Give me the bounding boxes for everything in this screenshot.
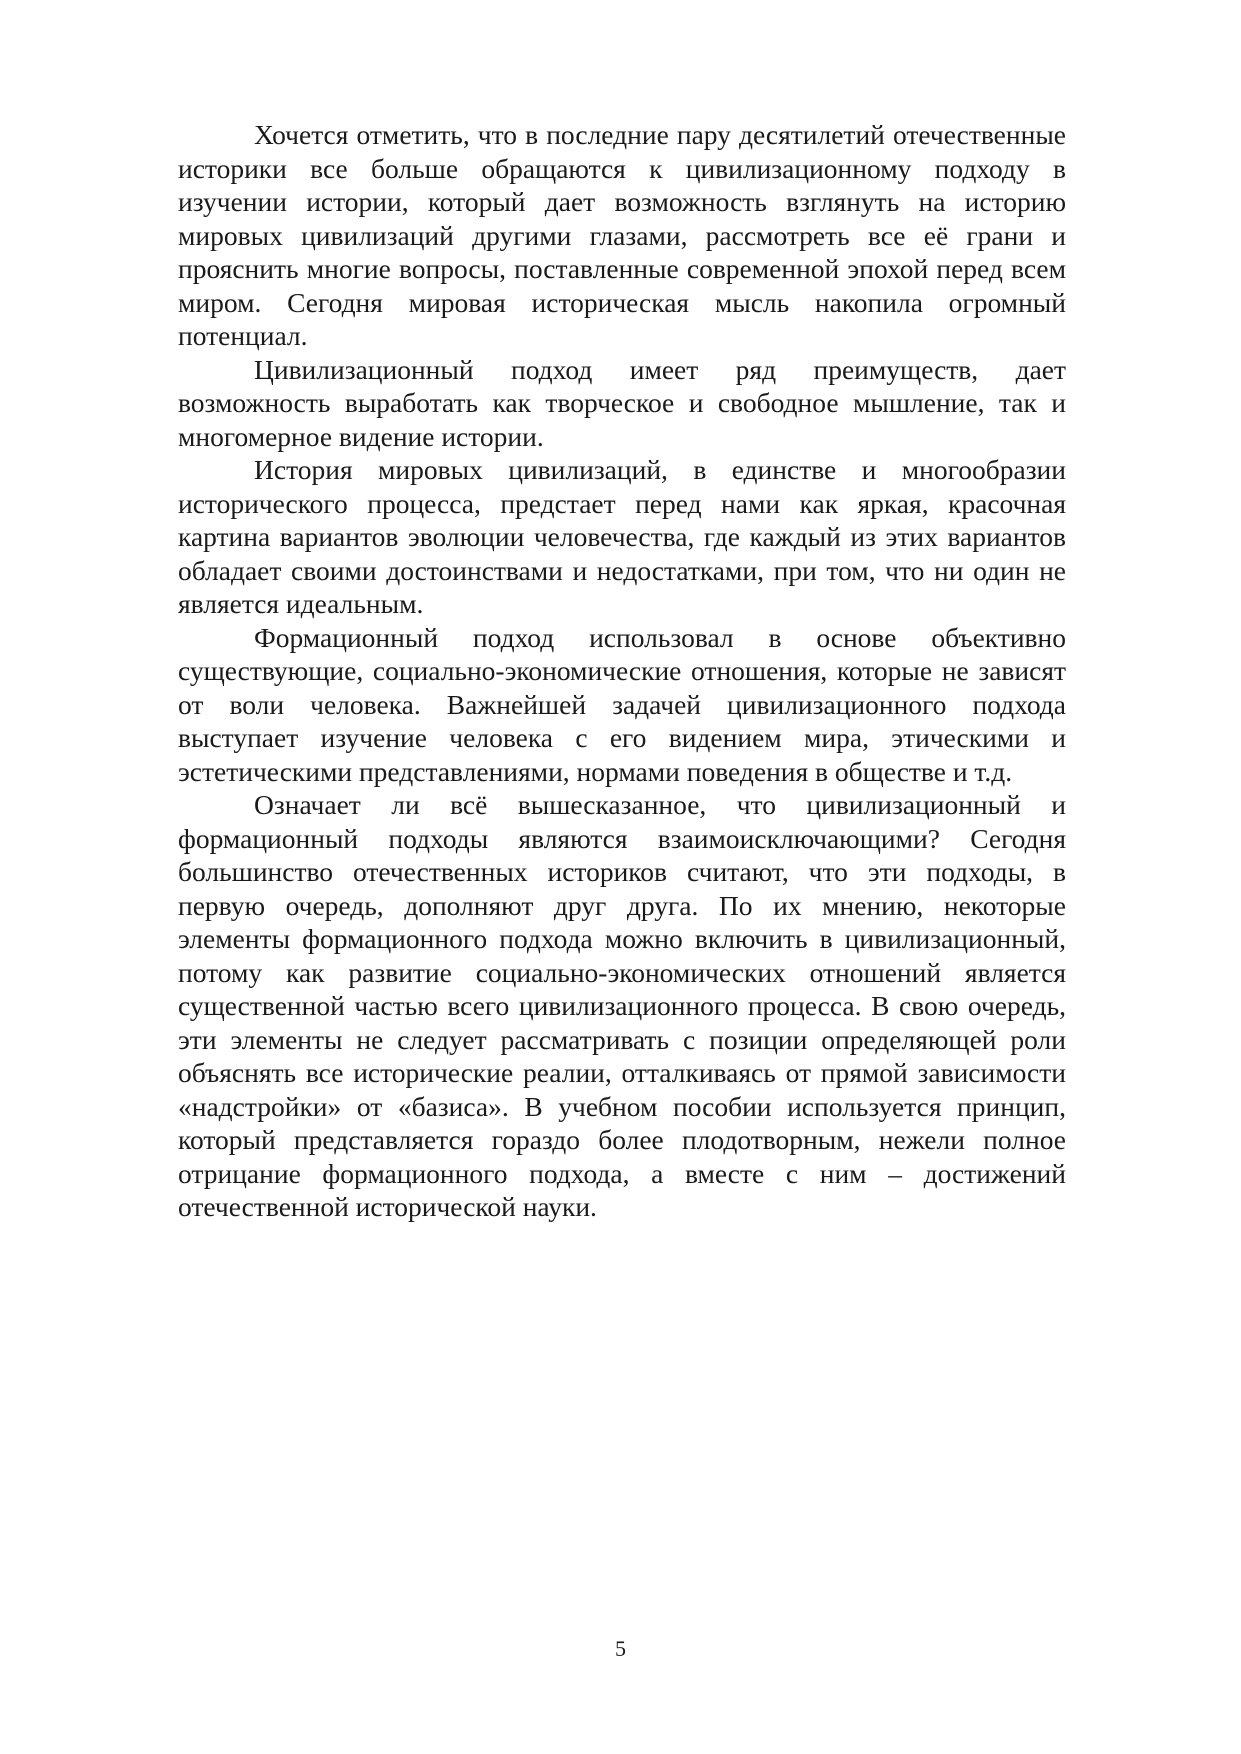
- paragraph-2: Цивилизационный подход имеет ряд преимуществ, дает возможность выработать как творческое и свободное мышление, так и многомерное видение истории.: [178, 353, 1066, 452]
- page-number: 5: [615, 1636, 626, 1661]
- paragraph-1: Хочется отметить, что в последние пару десятилетий отечественные историки все больше обращаются к цивилизационному подходу в изучении истории, который дает возможность взглянуть на историю мировых цивилизаций другими глазами, рассмотреть все её грани и прояснить многие вопросы, поставленные современной эпохой перед всем миром. Сегодня мировая историческая мысль накопила огромный потенциал.: [178, 119, 1066, 351]
- body-text: [178, 118, 1066, 1224]
- paragraph-3: История мировых цивилизаций, в единстве и многообразии исторического процесса, предстает перед нами как яркая, красочная картина вариантов эволюции человечества, где каждый из этих вариантов обладает своими достоинствами и недостатками, при том, что ни один не является идеальным.: [178, 454, 1066, 619]
- paragraph-4: Формационный подход использовал в основе объективно существующие, социально-экономические отношения, которые не зависят от воли человека. Важнейшей задачей цивилизационного подхода выступает изучение человека с его видением мира, этическими и эстетическими представлениями, нормами поведения в обществе и т.д.: [178, 621, 1066, 787]
- paragraph-5: Означает ли всё вышесказанное, что цивилизационный и формационный подходы являются взаимоисключающими? Сегодня большинство отечественных историков считают, что эти подходы, в первую очередь, дополняют друг друга. По их мнению, некоторые элементы формационного подхода можно включить в цивилизационный, потому как развитие социально-экономических отношений является существенной частью всего цивилизационного процесса. В свою очередь, эти элементы не следует рассматривать с позиции определяющей роли объяснять все исторические реалии, отталкиваясь от прямой зависимости «надстройки» от «базиса». В учебном пособии используется принцип, который представляется гораздо более плодотворным, нежели полное отрицание формационного подхода, а вместе с ним – достижений отечественной исторической науки.: [178, 789, 1066, 1222]
